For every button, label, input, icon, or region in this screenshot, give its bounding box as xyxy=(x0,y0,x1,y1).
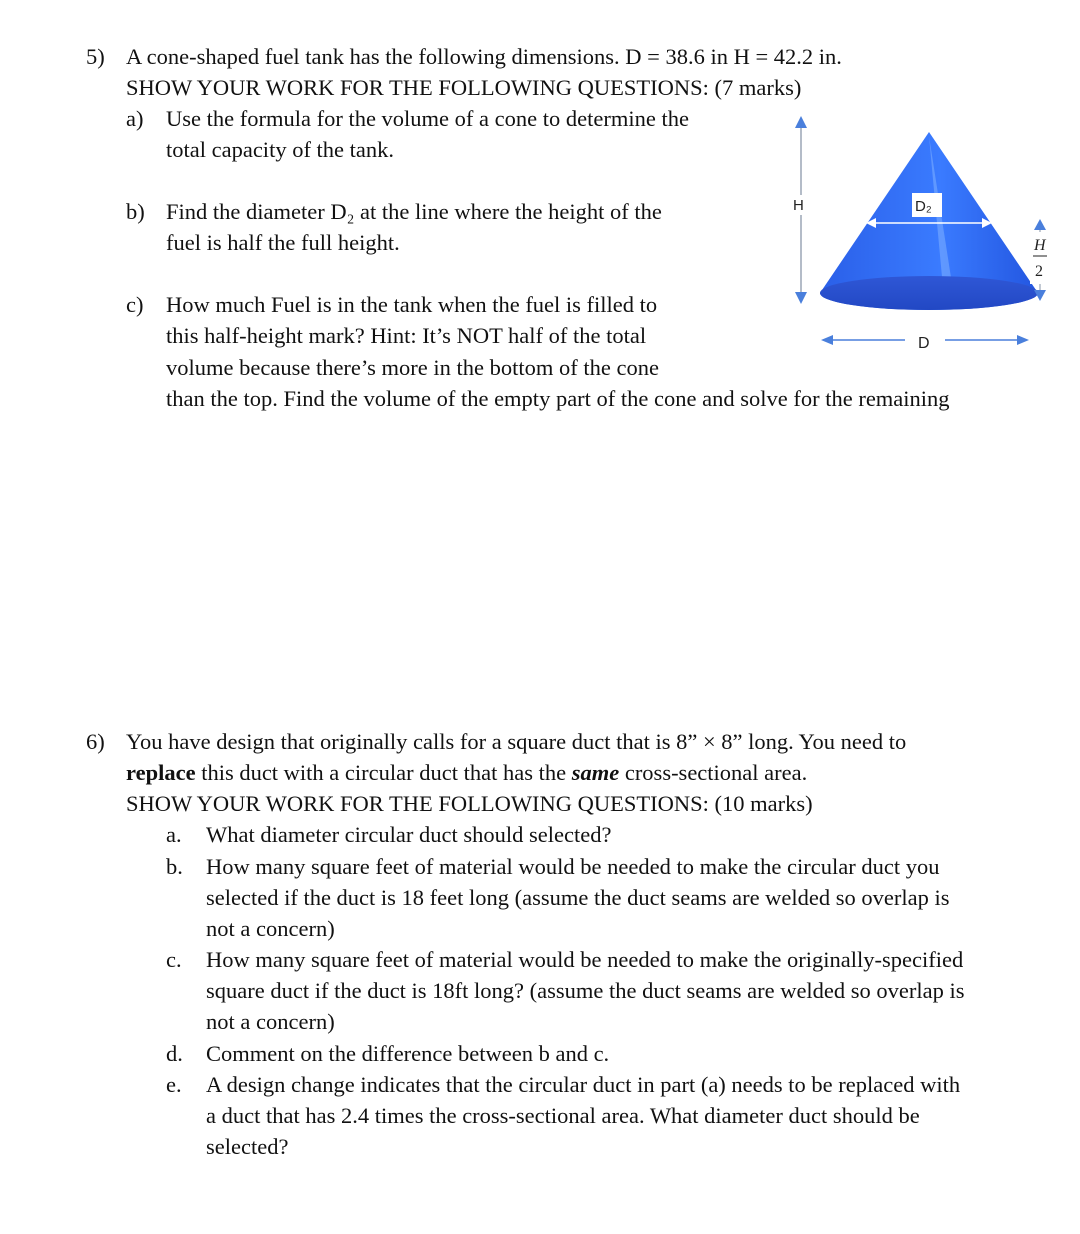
q6c-label: c. xyxy=(166,947,182,972)
q6e-line-1: A design change indicates that the circular duct in part (a) needs to be replaced with xyxy=(206,1072,961,1097)
diameter-arrow-right-head xyxy=(1017,335,1029,345)
q6b-label: b. xyxy=(166,854,183,879)
height-arrow-up-head xyxy=(795,116,807,128)
q6b-line-3: not a concern) xyxy=(206,916,335,941)
q6c-line-2: square duct if the duct is 18ft long? (assume the duct seams are welded so overlap is xyxy=(206,978,965,1003)
q6-same-emphasis: same xyxy=(571,760,620,785)
q6c-line-1: How many square feet of material would be needed to make the originally-specified xyxy=(206,947,964,972)
half-height-arrow-up-head xyxy=(1034,219,1046,230)
q6b-line-1: How many square feet of material would be needed to make the circular duct you xyxy=(206,854,940,879)
q5a-line-2: total capacity of the tank. xyxy=(166,137,395,162)
q5c-line-4: than the top. Find the volume of the empty part of the cone and solve for the remaining xyxy=(166,386,950,411)
q5c-line-1: How much Fuel is in the tank when the fuel is filled to xyxy=(166,292,658,317)
cone-diagram xyxy=(0,0,1080,460)
q6d-line-1: Comment on the difference between b and c. xyxy=(206,1041,610,1066)
half-height-denominator: 2 xyxy=(1035,263,1043,280)
q5-instructions: SHOW YOUR WORK FOR THE FOLLOWING QUESTIONS: (7 marks) xyxy=(126,75,802,100)
q6-line2-part-b: cross-sectional area. xyxy=(619,760,808,785)
diameter-arrow-left-head xyxy=(821,335,833,345)
q6b-line-2: selected if the duct is 18 feet long (assume the duct seams are welded so overlap is xyxy=(206,885,950,910)
q5a-line-1: Use the formula for the volume of a cone to determine the xyxy=(166,106,689,131)
q6a-line-1: What diameter circular duct should selected? xyxy=(206,822,612,847)
q6d-label: d. xyxy=(166,1041,183,1066)
diameter-label: D xyxy=(918,335,930,352)
height-label: H xyxy=(793,197,804,214)
q6-instructions: SHOW YOUR WORK FOR THE FOLLOWING QUESTIONS: (10 marks) xyxy=(126,791,813,816)
q6-prompt-line-1: You have design that originally calls for a square duct that is 8” × 8” long. You need to xyxy=(126,729,907,754)
q5-number: 5) xyxy=(86,44,105,69)
q5c-label: c) xyxy=(126,292,144,317)
q6e-line-2: a duct that has 2.4 times the cross-sectional area. What diameter duct should be xyxy=(206,1103,920,1128)
cone-base xyxy=(820,276,1038,310)
q6-line2-part-a: this duct with a circular duct that has the xyxy=(195,760,572,785)
height-arrow-down-head xyxy=(795,292,807,304)
q5b-line-2: fuel is half the full height. xyxy=(166,230,400,255)
q5a-label: a) xyxy=(126,106,144,131)
half-height-numerator: H xyxy=(1034,237,1046,254)
q6a-label: a. xyxy=(166,822,182,847)
q6e-label: e. xyxy=(166,1072,182,1097)
q5b-label: b) xyxy=(126,199,145,224)
d2-label: D₂ xyxy=(915,198,932,215)
q6-number: 6) xyxy=(86,729,105,754)
q6c-line-3: not a concern) xyxy=(206,1009,335,1034)
q6-prompt-line-2 xyxy=(126,758,807,788)
q6e-line-3: selected? xyxy=(206,1134,289,1159)
q5b-line-1: Find the diameter D₂ at the line where the height of the xyxy=(166,199,662,224)
q5c-line-2: this half-height mark? Hint: It’s NOT half of the total xyxy=(166,323,647,348)
q5-prompt-line-1: A cone-shaped fuel tank has the following dimensions. D = 38.6 in H = 42.2 in. xyxy=(126,44,842,69)
q6-replace-emphasis: replace xyxy=(126,760,196,785)
q5c-line-3: volume because there’s more in the bottom of the cone xyxy=(166,355,659,380)
